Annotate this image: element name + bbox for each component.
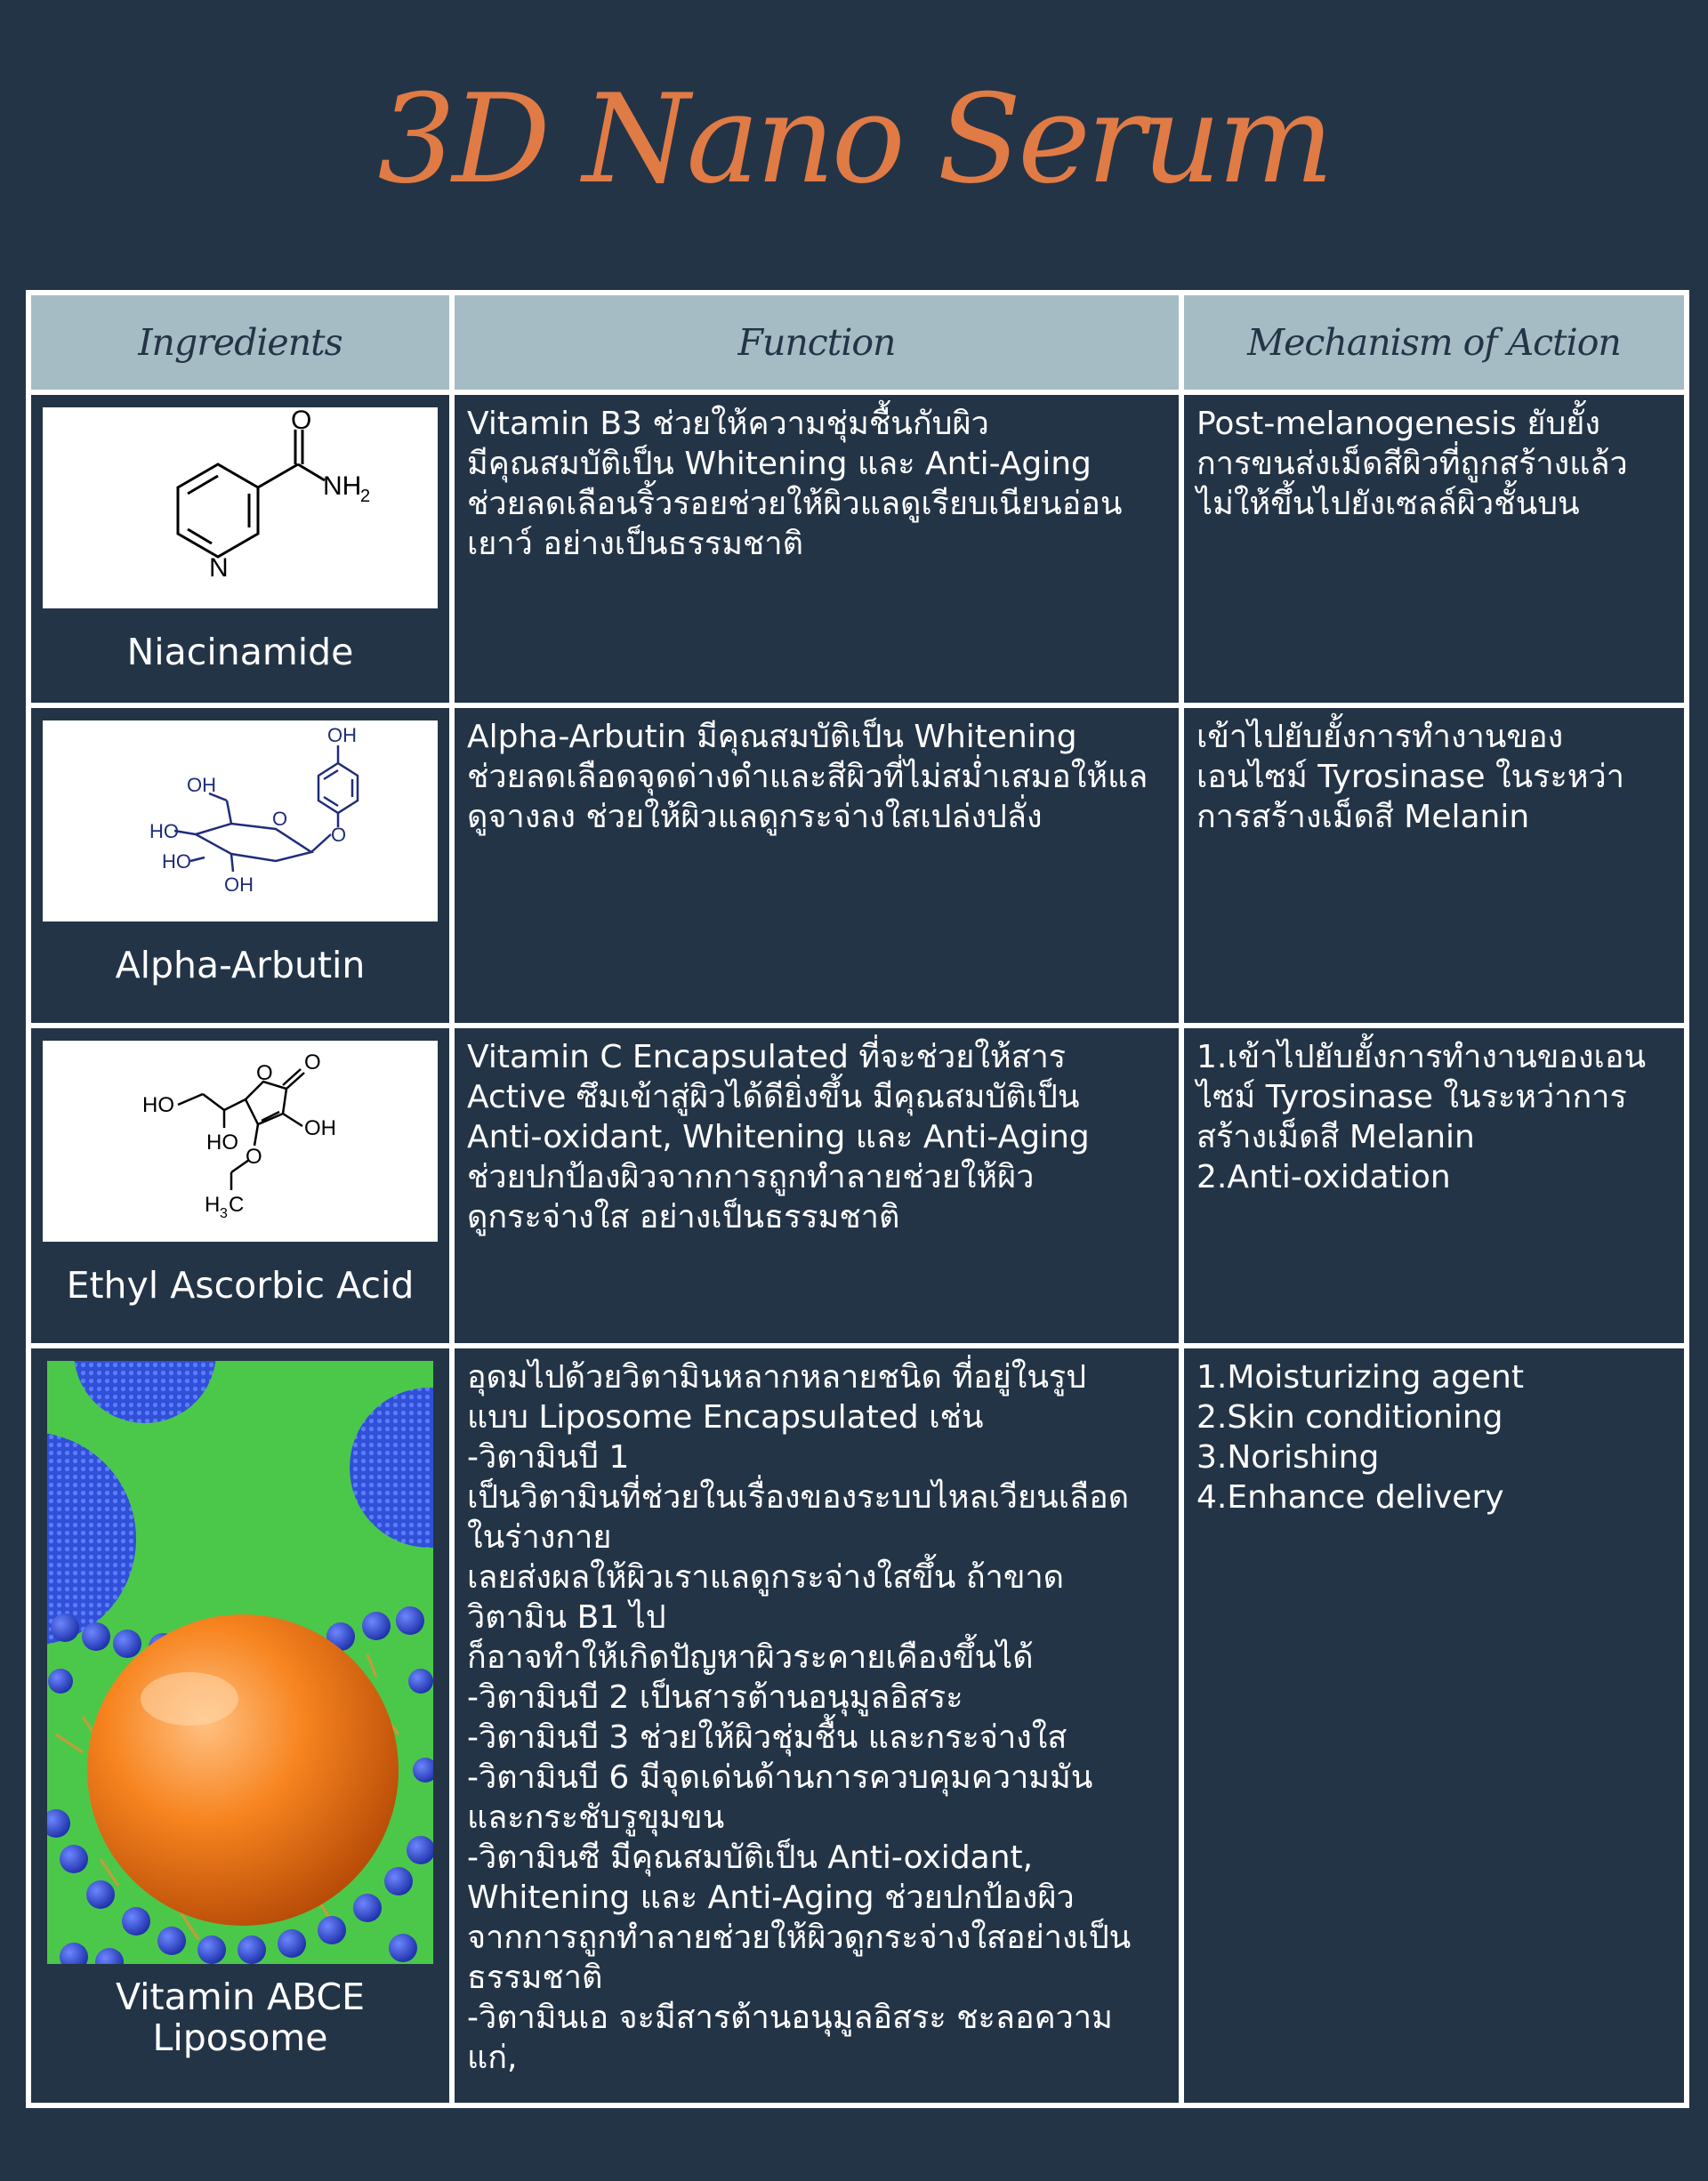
- function-text: Vitamin C Encapsulated ที่จะช่วยให้สาร Active ซึมเข้าสู่ผิวได้ดียิ่งขึ้น มีคุณสมบัติเป็น Anti-oxidant, Whitening และ Anti-Aging ช่วยปกป้องผิวจากการถูกทำลายช่วยให้ผิว ดูกระจ่างใส อย่างเป็นธรรมชาติ: [467, 1039, 1090, 1235]
- function-text: Alpha-Arbutin มีคุณสมบัติเป็น Whitening ช่วยลดเลือดจุดด่างดำและสีผิวที่ไม่สม่ำเสมอให้แล ดูจางลง ช่วยให้ผิวแลดูกระจ่างใสเปล่งปลั่ง: [467, 719, 1148, 835]
- ho-label-2: HO: [162, 850, 191, 873]
- nitrogen-label: N: [209, 553, 229, 583]
- function-text: อุดมไปด้วยวิตามินหลากหลายชนิด ที่อยู่ในรูป แบบ Liposome Encapsulated เช่น -วิตามินบี 1 เป็นวิตามินที่ช่วยในเรื่องของระบบไหลเวียนเลือด ในร่างกาย เลยส่งผลให้ผิวเราแลดูกระจ่างใสขึ้น ถ้าขาด วิตามิน B1 ไป ก็อาจทำให้เกิดปัญหาผิวระคายเคืองขึ้นได้ -วิตามินบี 2 เป็นสารต้านอนุมูลอิสระ -วิตามินบี 3 ช่วยให้ผิวชุ่มชื้น และกระจ่างใส -วิตามินบี 6 มีจุดเด่นด้านการควบคุมความมัน และกระชับรูขุมขน -วิตามินซี มีคุณสมบัติเป็น Anti-oxidant, Whitening และ Anti-Aging ช่วยปกป้องผิว จากการถูกทำลายช่วยให้ผิวดูกระจ่างใสอย่างเป็น ธรรมชาติ -วิตามินเอ จะมีสารต้านอนุมูลอิสระ ชะลอความ แก่,: [467, 1359, 1132, 2076]
- ingredients-table: [26, 290, 1689, 2108]
- mechanism-text: เข้าไปยับยั้งการทำงานของ เอนไซม์ Tyrosinase ในระหว่า การสร้างเม็ดสี Melanin: [1196, 719, 1624, 835]
- table-row: [28, 1346, 1687, 2105]
- ingredient-name: Vitamin ABCE Liposome: [115, 1976, 366, 2059]
- table-row: [28, 392, 1687, 705]
- mechanism-text: 1.เข้าไปยับยั้งการทำงานของเอน ไซม์ Tyrosinase ในระหว่าการ สร้างเม็ดสี Melanin 2.Anti-oxidation: [1196, 1039, 1647, 1195]
- amine-label: NH: [323, 471, 362, 501]
- table-row: [28, 705, 1687, 1026]
- ingredient-name: Niacinamide: [126, 631, 354, 673]
- ingredient-name: Ethyl Ascorbic Acid: [66, 1264, 415, 1307]
- oh-bottom-label: OH: [224, 873, 254, 896]
- niacinamide-structure: [43, 407, 438, 608]
- oh-label: OH: [304, 1116, 336, 1140]
- methyl-subscript: 3: [220, 1206, 228, 1221]
- keto-oxygen-label: O: [304, 1050, 321, 1074]
- ho-label-1: HO: [142, 1093, 174, 1117]
- function-text: Vitamin B3 ช่วยให้ความชุ่มชื้นกับผิว มีคุณสมบัติเป็น Whitening และ Anti-Aging ช่วยลดเลือนริ้วรอยช่วยให้ผิวแลดูเรียบเนียนอ่อน เยาว์ อย่างเป็นธรรมชาติ: [467, 406, 1123, 562]
- mechanism-cell: [1181, 392, 1687, 705]
- mechanism-cell: [1181, 1026, 1687, 1346]
- ingredient-cell: [28, 705, 452, 1026]
- liposome-illustration: [43, 1361, 438, 1964]
- oh-left-label: OH: [187, 774, 216, 796]
- mechanism-cell: [1181, 1346, 1687, 2105]
- ingredient-name: Alpha-Arbutin: [115, 944, 366, 986]
- header-mechanism: Mechanism of Action: [1181, 293, 1687, 392]
- ether-oxygen-label: O: [246, 1145, 262, 1169]
- function-cell: [452, 1346, 1181, 2105]
- methyl-c-label: C: [229, 1193, 245, 1217]
- page-title: 3D Nano Serum: [377, 68, 1331, 211]
- function-cell: [452, 392, 1181, 705]
- header-function: Function: [452, 293, 1181, 392]
- mechanism-cell: [1181, 705, 1687, 1026]
- ho-label-1: HO: [149, 820, 179, 842]
- oxygen-label: O: [291, 407, 312, 435]
- amine-subscript: 2: [360, 487, 371, 506]
- ethyl-ascorbic-acid-structure: [43, 1041, 438, 1242]
- table-header-row: [28, 293, 1687, 392]
- mechanism-text: 1.Moisturizing agent 2.Skin conditioning 3.Norishing 4.Enhance delivery: [1196, 1359, 1524, 1516]
- ring-oxygen-label: O: [272, 808, 288, 830]
- ingredient-cell: [28, 392, 452, 705]
- ring-oxygen-label: O: [256, 1061, 273, 1085]
- table-row: [28, 1026, 1687, 1346]
- ingredient-cell: [28, 1346, 452, 2105]
- mechanism-text: Post-melanogenesis ยับยั้ง การขนส่งเม็ดสีผิวที่ถูกสร้างแล้ว ไม่ให้ขึ้นไปยังเซลล์ผิวชั้นบน: [1196, 406, 1628, 522]
- function-cell: [452, 1026, 1181, 1346]
- methyl-h-label: H: [205, 1193, 221, 1217]
- header-ingredients: Ingredients: [28, 293, 452, 392]
- ho-label-2: HO: [206, 1131, 238, 1155]
- function-cell: [452, 705, 1181, 1026]
- ingredient-cell: [28, 1026, 452, 1346]
- oh-top-label: OH: [327, 724, 357, 746]
- link-oxygen-label: O: [331, 824, 347, 846]
- alpha-arbutin-structure: [43, 720, 438, 921]
